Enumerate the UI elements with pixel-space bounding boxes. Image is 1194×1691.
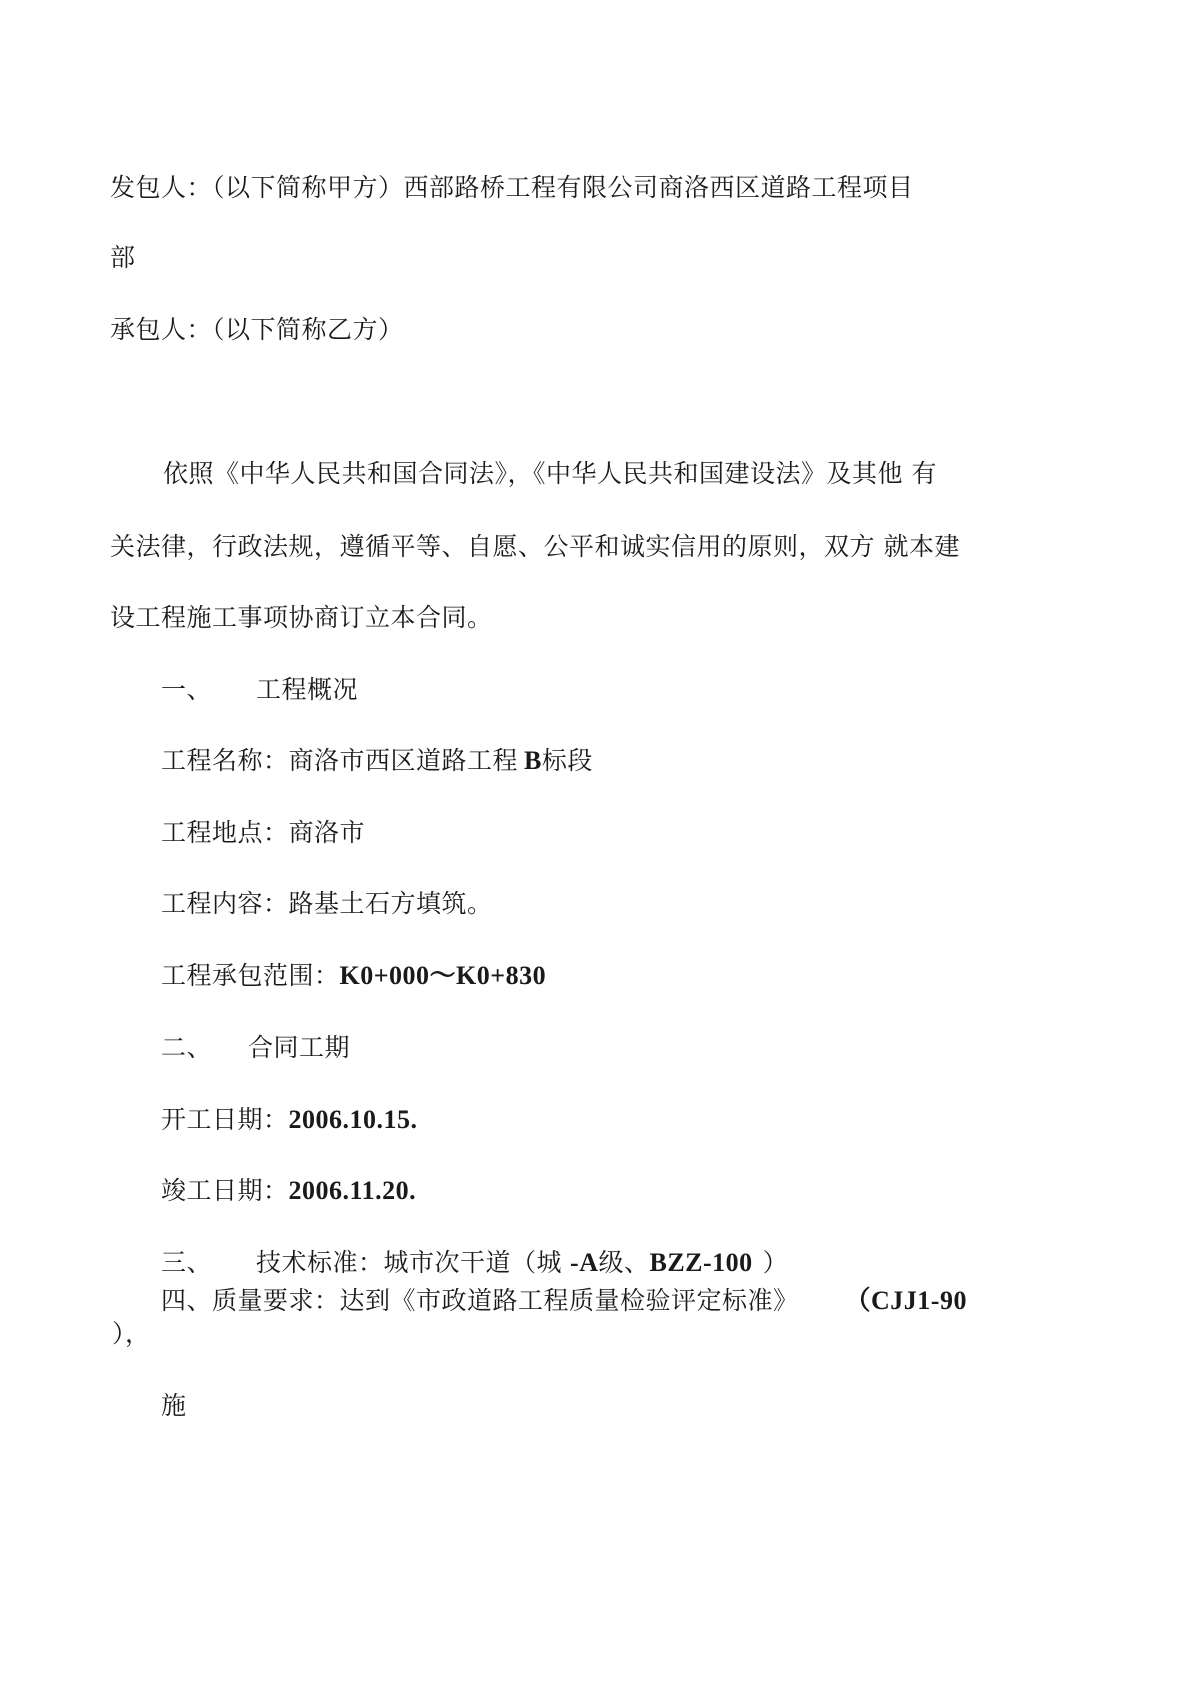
end-date-label: 竣工日期： bbox=[161, 1176, 289, 1205]
start-date-line bbox=[161, 1104, 418, 1136]
section-1-title: 工程概况 bbox=[256, 675, 359, 704]
project-name-label: 工程名称：商洛市西区道路工程 bbox=[161, 746, 519, 775]
project-name-line bbox=[161, 745, 593, 777]
section-4-label: 四、质量要求：达到《市政道路工程质量检验评定标准》 bbox=[161, 1286, 799, 1315]
preamble-line-3 bbox=[110, 602, 493, 634]
start-date-label: 开工日期： bbox=[161, 1105, 289, 1134]
end-date-value: 2006.11.20. bbox=[288, 1176, 417, 1205]
project-name-suffix: 标段 bbox=[541, 746, 593, 775]
section-3-close: ） bbox=[762, 1248, 789, 1277]
section-1-number: 一、 bbox=[161, 675, 213, 704]
project-scope-line bbox=[161, 960, 546, 992]
section-3-line bbox=[161, 1247, 788, 1279]
project-scope-label: 工程承包范围： bbox=[161, 961, 340, 990]
section-2-number: 二、 bbox=[161, 1033, 213, 1062]
trailing-text: 施 bbox=[161, 1391, 187, 1420]
preamble-text-2: 关法律，行政法规，遵循平等、自愿、公平和诚实信用的原则，双方 就本建 bbox=[110, 532, 960, 561]
employer-line-2 bbox=[110, 242, 136, 274]
project-location-text: 工程地点：商洛市 bbox=[161, 818, 366, 847]
preamble-line-2 bbox=[110, 531, 960, 563]
project-scope-value: K0+000～K0+830 bbox=[339, 961, 547, 990]
project-content-line bbox=[161, 888, 493, 920]
trailing-line bbox=[161, 1390, 187, 1422]
contractor-line bbox=[110, 314, 404, 346]
section-3-grade: -A bbox=[570, 1248, 599, 1277]
section-3-number: 三、 bbox=[161, 1248, 213, 1277]
section-4-code: （CJJ1-90 bbox=[844, 1286, 967, 1315]
section-4-line bbox=[161, 1285, 967, 1317]
preamble-text-3: 设工程施工事项协商订立本合同。 bbox=[110, 603, 493, 632]
employer-line-1 bbox=[110, 172, 914, 204]
preamble-text-1: 依照《中华人民共和国合同法》，《中华人民共和国建设法》及其他 有 bbox=[163, 459, 937, 488]
end-date-line bbox=[161, 1175, 416, 1207]
project-name-code: B bbox=[524, 746, 542, 775]
contractor-text: 承包人：（以下简称乙方） bbox=[110, 315, 404, 344]
section-1-heading bbox=[161, 674, 358, 706]
section-3-label: 技术标准：城市次干道（城 bbox=[256, 1248, 563, 1277]
preamble-line-1 bbox=[163, 458, 937, 490]
start-date-value: 2006.10.15. bbox=[288, 1105, 418, 1134]
section-4-close: ）， bbox=[112, 1319, 151, 1348]
employer-text-cont: 部 bbox=[110, 243, 136, 272]
section-3-load: BZZ-100 bbox=[649, 1248, 753, 1277]
section-4-line-2 bbox=[112, 1318, 151, 1350]
project-content-text: 工程内容：路基土石方填筑。 bbox=[161, 889, 493, 918]
project-location-line bbox=[161, 817, 365, 849]
section-2-heading bbox=[161, 1032, 350, 1064]
section-2-title: 合同工期 bbox=[248, 1033, 351, 1062]
section-3-grade-suffix: 级、 bbox=[598, 1248, 650, 1277]
employer-text: 发包人：（以下简称甲方）西部路桥工程有限公司商洛西区道路工程项目 bbox=[110, 173, 914, 202]
